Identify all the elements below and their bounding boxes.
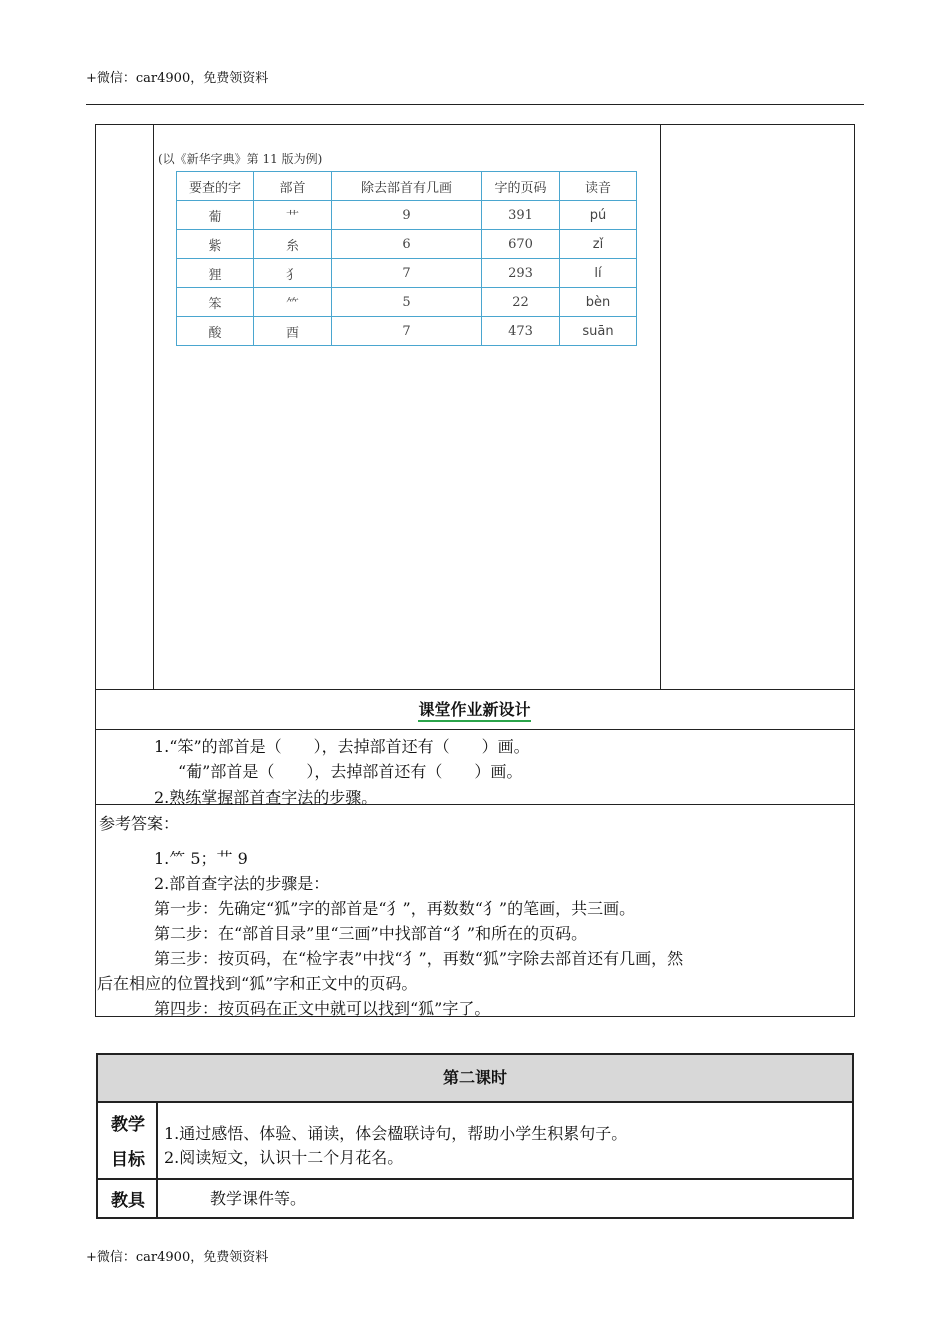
col-header: 字的页码 [482,172,560,201]
col-header: 读音 [560,172,637,201]
page-header: +微信：car4900，免费领资料 [86,71,269,86]
homework-title-text: 课堂作业新设计 [418,700,530,722]
cell-strokes: 7 [332,259,482,288]
goal-label-1: 教学 [111,1115,145,1135]
page-footer: +微信：car4900，免费领资料 [86,1250,269,1265]
cell-pinyin: suān [560,317,637,346]
goal-label-2: 目标 [111,1150,145,1170]
answer-1: 1.⺮ 5；艹 9 [154,849,248,868]
table-row [177,259,637,288]
cell-char: 狸 [177,259,254,288]
cell-page: 22 [482,288,560,317]
col-divider-left [153,124,154,690]
answer-step1: 第一步：先确定“狐”字的部首是“犭”，再数数“犭”的笔画，共三画。 [154,899,636,918]
cell-page: 473 [482,317,560,346]
answer-2: 2.部首查字法的步骤是： [154,874,330,893]
table-row [177,201,637,230]
cell-radical: 艹 [254,201,332,230]
goal-1: 1.通过感悟、体验、诵读，体会楹联诗句，帮助小学生积累句子。 [164,1124,628,1143]
cell-pinyin: zǐ [560,230,637,259]
header-rule [86,104,864,105]
cell-char: 葡 [177,201,254,230]
cell-radical: ⺮ [254,288,332,317]
row-divider-1 [95,689,855,690]
homework-q2: 2.熟练掌握部首查字法的步骤。 [154,788,378,807]
table-row [177,230,637,259]
cell-strokes: 9 [332,201,482,230]
table-row [177,317,637,346]
tools-text: 教学课件等。 [210,1189,307,1208]
cell-char: 笨 [177,288,254,317]
col-header: 要查的字 [177,172,254,201]
dictionary-table [176,171,637,346]
cell-radical: 酉 [254,317,332,346]
lesson2-col-divider [156,1103,158,1219]
cell-char: 紫 [177,230,254,259]
row-divider-2 [95,729,855,730]
cell-pinyin: lí [560,259,637,288]
answer-step3b: 后在相应的位置找到“狐”字和正文中的页码。 [97,974,418,993]
col-header: 部首 [254,172,332,201]
answer-step3a: 第三步：按页码，在“检字表”中找“犭”，再数“狐”字除去部首还有几画，然 [154,949,684,968]
cell-page: 391 [482,201,560,230]
dict-caption: (以《新华字典》第 11 版为例) [158,152,323,166]
cell-radical: 犭 [254,259,332,288]
table-header-row [177,172,637,201]
col-header: 除去部首有几画 [332,172,482,201]
cell-strokes: 7 [332,317,482,346]
cell-strokes: 5 [332,288,482,317]
cell-pinyin: bèn [560,288,637,317]
answer-step4: 第四步：按页码在正文中就可以找到“狐”字了。 [154,999,491,1018]
lesson2-title: 第二课时 [96,1053,854,1103]
col-divider-right [660,124,661,690]
homework-q1b: “葡”部首是（ ），去掉部首还有（ ）画。 [178,762,523,781]
cell-page: 293 [482,259,560,288]
cell-strokes: 6 [332,230,482,259]
cell-char: 酸 [177,317,254,346]
lesson2-row-divider [96,1178,854,1180]
cell-page: 670 [482,230,560,259]
cell-pinyin: pú [560,201,637,230]
goal-2: 2.阅读短文，认识十二个月花名。 [164,1148,404,1167]
tools-label: 教具 [111,1191,145,1211]
homework-q1a: 1.“笨”的部首是（ ），去掉部首还有（ ）画。 [154,737,530,756]
answers-label: 参考答案： [99,814,180,833]
cell-radical: 糸 [254,230,332,259]
answer-step2: 第二步：在“部首目录”里“三画”中找部首“犭”和所在的页码。 [154,924,588,943]
table-row [177,288,637,317]
homework-title [96,697,853,720]
